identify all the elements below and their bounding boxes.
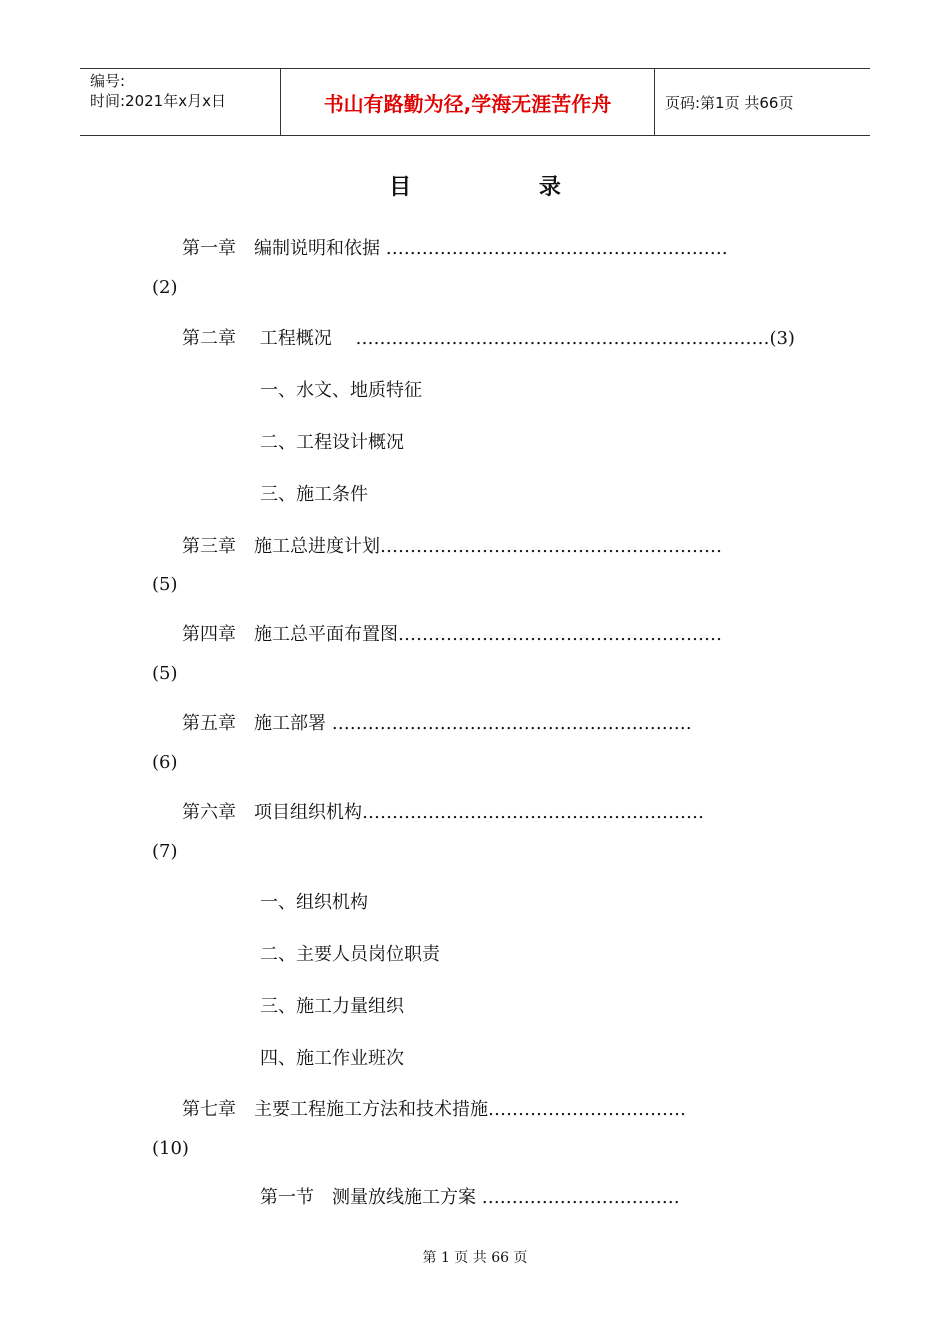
- toc-entry-page: (6): [152, 752, 178, 773]
- toc-entry[interactable]: 第四章 施工总平面布置图………………………………………………: [182, 624, 722, 645]
- toc-entry[interactable]: 第七章 主要工程施工方法和技术措施……………………………: [182, 1099, 686, 1120]
- toc-entry-page: (5): [152, 574, 178, 595]
- toc-title: 目 录: [389, 175, 621, 200]
- header-motto: 书山有路勤为径,学海无涯苦作舟: [281, 69, 655, 135]
- toc-entry[interactable]: 第三章 施工总进度计划…………………………………………………: [182, 536, 722, 557]
- toc-entry[interactable]: 第一章 编制说明和依据 …………………………………………………: [182, 238, 728, 259]
- toc-subentry[interactable]: 一、水文、地质特征: [260, 380, 422, 401]
- toc-entry[interactable]: 第二章 工程概况 ……………………………………………………………(3): [182, 328, 795, 349]
- toc-entry-page: (2): [152, 277, 178, 298]
- number-label: 编号:: [90, 72, 126, 90]
- toc-entry-page: (7): [152, 841, 178, 862]
- toc-entry[interactable]: 第五章 施工部署 ……………………………………………………: [182, 713, 692, 734]
- page-footer: 第 1 页 共 66 页: [422, 1250, 528, 1266]
- toc-subentry[interactable]: 四、施工作业班次: [260, 1048, 404, 1069]
- toc-entry-page: (10): [152, 1138, 189, 1159]
- toc-subentry[interactable]: 一、组织机构: [260, 892, 368, 913]
- toc-subentry[interactable]: 二、工程设计概况: [260, 432, 404, 453]
- header-page-info: 页码:第1页 共66页: [665, 93, 794, 112]
- toc-subentry[interactable]: 二、主要人员岗位职责: [260, 944, 440, 965]
- toc-subentry[interactable]: 第一节 测量放线施工方案 ……………………………: [260, 1187, 680, 1208]
- toc-subentry[interactable]: 三、施工力量组织: [260, 996, 404, 1017]
- toc-subentry[interactable]: 三、施工条件: [260, 484, 368, 505]
- toc-entry[interactable]: 第六章 项目组织机构…………………………………………………: [182, 802, 704, 823]
- time-label: 时间:2021年x月x日: [90, 92, 226, 110]
- header-meta: [80, 69, 281, 135]
- toc-entry-page: (5): [152, 663, 178, 684]
- page-header: [80, 68, 870, 136]
